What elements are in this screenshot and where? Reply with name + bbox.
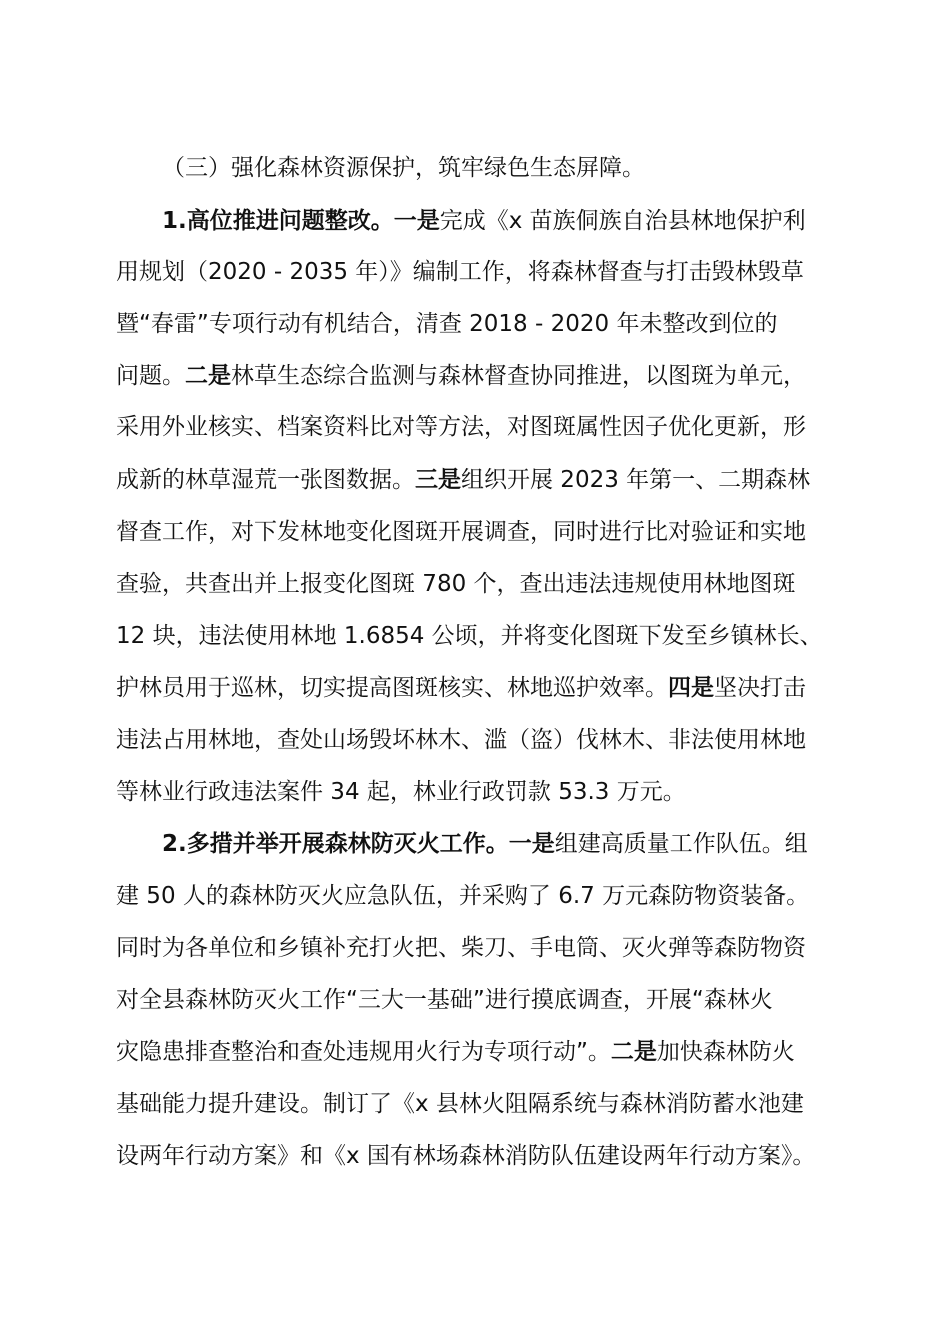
text-run: 对全县森林防灭火工作“三大一基础”进行摸底调查，开展“森林火 xyxy=(116,987,773,1013)
text-run: 采用外业核实、档案资料比对等方法，对图斑属性因子优化更新，形 xyxy=(116,414,806,440)
text-line xyxy=(116,411,806,443)
text-run: 等林业行政违法案件 34 起，林业行政罚款 53.3 万元。 xyxy=(116,779,686,805)
text-run: 完成《x 苗族侗族自治县林地保护利 xyxy=(439,208,806,234)
bold-text: 四是 xyxy=(668,675,714,701)
text-line xyxy=(116,308,777,340)
text-line xyxy=(116,1140,815,1172)
text-run: 组建高质量工作队伍。组 xyxy=(554,831,808,857)
text-line xyxy=(116,1036,795,1068)
text-line xyxy=(116,984,773,1016)
text-line xyxy=(116,620,823,652)
text-line xyxy=(162,828,808,860)
text-line xyxy=(116,932,806,964)
bold-text: 三是 xyxy=(415,467,461,493)
text-run: 暨“春雷”专项行动有机结合，清查 2018 - 2020 年未整改到位的 xyxy=(116,311,778,337)
bold-text: 二是 xyxy=(185,363,231,389)
text-line xyxy=(162,152,645,184)
text-line xyxy=(162,205,806,237)
text-line xyxy=(116,724,806,756)
text-line xyxy=(116,776,686,808)
text-line xyxy=(116,1088,804,1120)
text-line xyxy=(116,256,804,288)
text-run: 建 50 人的森林防灭火应急队伍，并采购了 6.7 万元森防物资装备。 xyxy=(116,883,810,909)
text-line xyxy=(116,880,809,912)
bold-text: 二是 xyxy=(610,1039,657,1065)
text-line xyxy=(116,516,806,548)
text-run: 设两年行动方案》和《x 国有林场森林消防队伍建设两年行动方案》。 xyxy=(116,1143,816,1169)
text-run: 问题。 xyxy=(116,363,185,389)
text-run: 违法占用林地，查处山场毁坏林木、滥（盗）伐林木、非法使用林地 xyxy=(116,727,806,753)
text-line xyxy=(116,568,796,600)
text-run: 灾隐患排查整治和查处违规用火行为专项行动”。 xyxy=(116,1039,611,1065)
bold-text: 2.多措并举开展森林防灭火工作。一是 xyxy=(162,831,555,857)
text-run: 基础能力提升建设。制订了《x 县林火阻隔系统与森林消防蓄水池建 xyxy=(116,1091,804,1117)
text-run: （三）强化森林资源保护，筑牢绿色生态屏障。 xyxy=(162,155,645,181)
text-run: 加快森林防火 xyxy=(656,1039,795,1065)
text-run: 用规划（2020 - 2035 年）》编制工作，将森林督查与打击毁林毁草 xyxy=(116,259,804,285)
text-run: 督查工作，对下发林地变化图斑开展调查，同时进行比对验证和实地 xyxy=(116,519,806,545)
text-run: 坚决打击 xyxy=(714,675,806,701)
text-run: 查验，共查出并上报变化图斑 780 个，查出违法违规使用林地图斑 xyxy=(116,571,796,597)
text-run: 林草生态综合监测与森林督查协同推进，以图斑为单元， xyxy=(231,363,806,389)
text-line xyxy=(116,672,806,704)
text-line xyxy=(116,360,806,392)
text-run: 12 块，违法使用林地 1.6854 公顷，并将变化图斑下发至乡镇林长、 xyxy=(116,623,823,649)
text-run: 护林员用于巡林，切实提高图斑核实、林地巡护效率。 xyxy=(116,675,668,701)
text-run: 组织开展 2023 年第一、二期森林 xyxy=(461,467,811,493)
text-run: 同时为各单位和乡镇补充打火把、柴刀、手电筒、灭火弹等森防物资 xyxy=(116,935,806,961)
bold-text: 1.高位推进问题整改。一是 xyxy=(162,208,440,234)
text-line xyxy=(116,464,810,496)
text-run: 成新的林草湿荒一张图数据。 xyxy=(116,467,415,493)
